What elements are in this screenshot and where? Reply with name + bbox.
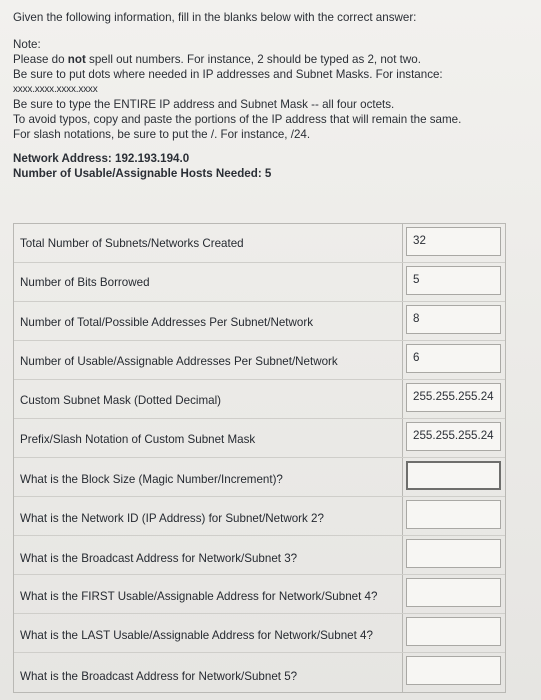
question-cell (14, 263, 403, 301)
question-cell (14, 458, 403, 496)
hosts-needed: Number of Usable/Assignable Hosts Needed: 5 (13, 167, 272, 180)
answer-field-first-usable-subnet-4[interactable] (406, 578, 501, 607)
question-label: Total Number of Subnets/Networks Created (20, 237, 244, 250)
answer-field-block-size[interactable] (406, 461, 501, 490)
answer-table (13, 223, 506, 693)
question-cell (14, 302, 403, 340)
answer-field-custom-mask[interactable]: 255.255.255.24 (406, 383, 501, 412)
answer-field-last-usable-subnet-4[interactable] (406, 617, 501, 646)
instructions (13, 10, 533, 181)
question-cell (14, 419, 403, 457)
question-label: What is the Broadcast Address for Network/Subnet 5? (20, 670, 298, 683)
mask-example: xxxx.xxxx.xxxx.xxxx (13, 84, 98, 95)
question-cell (14, 653, 403, 692)
table-row (14, 302, 505, 341)
table-row (14, 575, 505, 614)
note-line-numbers-prefix: Please do (13, 53, 68, 66)
answer-field-broadcast-subnet-3[interactable] (406, 539, 501, 568)
table-row (14, 614, 505, 653)
question-label: What is the LAST Usable/Assignable Address for Network/Subnet 4? (20, 629, 373, 642)
note-line-numbers-bold: not (67, 53, 86, 66)
question-label: What is the FIRST Usable/Assignable Address for Network/Subnet 4? (20, 590, 378, 603)
note-line-slash: For slash notations, be sure to put the /. For instance, /24. (13, 128, 311, 141)
question-label: Custom Subnet Mask (Dotted Decimal) (20, 394, 222, 407)
table-row (14, 341, 505, 380)
answer-field-broadcast-subnet-5[interactable] (406, 656, 501, 685)
answer-field-usable-addresses[interactable]: 6 (406, 344, 501, 373)
question-cell (14, 575, 403, 613)
question-label: Number of Usable/Assignable Addresses Per Subnet/Network (20, 355, 338, 368)
question-label: Number of Total/Possible Addresses Per Subnet/Network (20, 316, 313, 329)
table-row (14, 653, 505, 692)
note-label: Note: (13, 38, 41, 51)
question-label: Prefix/Slash Notation of Custom Subnet Mask (20, 433, 256, 446)
question-label: What is the Broadcast Address for Network/Subnet 3? (20, 552, 298, 565)
question-label: What is the Network ID (IP Address) for Subnet/Network 2? (20, 512, 324, 525)
instructions-heading: Given the following information, fill in the blanks below with the correct answer: (13, 11, 417, 24)
note-line-entire: Be sure to type the ENTIRE IP address and Subnet Mask -- all four octets. (13, 98, 395, 111)
answer-field-network-id-subnet-2[interactable] (406, 500, 501, 529)
note-line-numbers-suffix: spell out numbers. For instance, 2 should be typed as 2, not two. (85, 53, 421, 66)
table-row (14, 263, 505, 302)
note-line-numbers (13, 52, 533, 67)
question-cell (14, 224, 403, 262)
question-cell (14, 341, 403, 379)
question-label: Number of Bits Borrowed (20, 276, 150, 289)
note-line-typos: To avoid typos, copy and paste the portions of the IP address that will remain the same. (13, 113, 462, 126)
question-cell (14, 497, 403, 535)
question-cell (14, 380, 403, 418)
table-row (14, 419, 505, 458)
table-row (14, 458, 505, 497)
table-row (14, 224, 505, 263)
table-row (14, 536, 505, 575)
answer-field-total-addresses[interactable]: 8 (406, 305, 501, 334)
note-line-dots: Be sure to put dots where needed in IP addresses and Subnet Masks. For instance: (13, 68, 443, 81)
table-row (14, 380, 505, 419)
answer-field-prefix-notation[interactable]: 255.255.255.24 (406, 422, 501, 451)
question-cell (14, 536, 403, 574)
table-row (14, 497, 505, 536)
answer-field-bits-borrowed[interactable]: 5 (406, 266, 501, 295)
question-cell (14, 614, 403, 652)
question-label: What is the Block Size (Magic Number/Increment)? (20, 473, 283, 486)
answer-field-total-subnets[interactable]: 32 (406, 227, 501, 256)
network-address: Network Address: 192.193.194.0 (13, 152, 190, 165)
